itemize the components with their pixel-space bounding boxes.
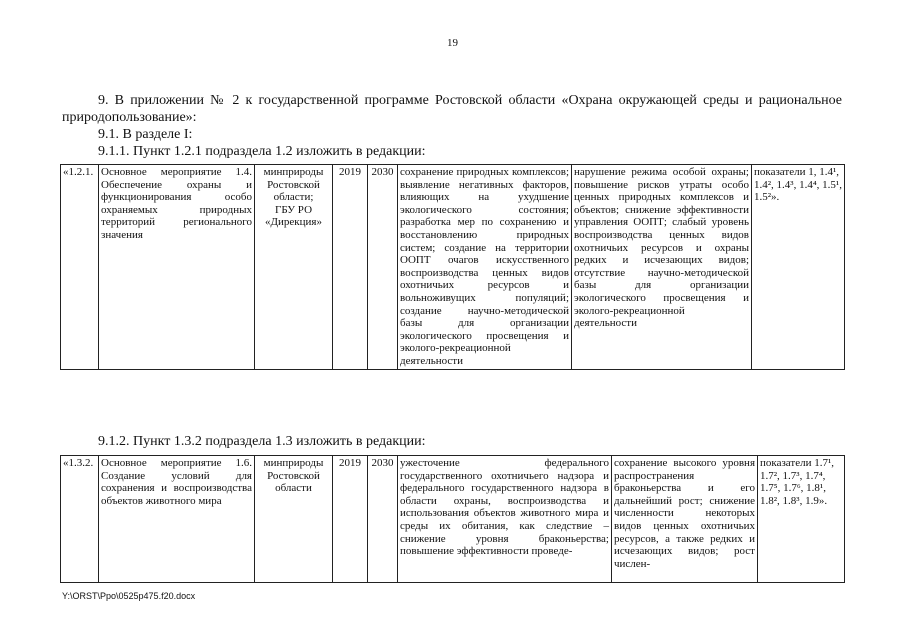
executor-line: минприроды: [263, 166, 324, 178]
executor: [255, 456, 333, 583]
non-implementation-consequences: сохранение высокого уровня распространения браконьерства и его дальнейший рост; снижение численности некоторых видов ценных охотничьих ресурсов, а также редких и исчезающих видов; рост числен-: [612, 456, 758, 583]
end-year: 2030: [368, 456, 398, 583]
related-indicators: показатели 1.7¹, 1.7², 1.7³, 1.7⁴, 1.7⁵, 1.7⁶, 1.8¹, 1.8², 1.8³, 1.9».: [758, 456, 845, 583]
expected-results: сохранение природных комплексов; выявление негативных факторов, влияющих на ухудшение экологического состояния; разработка мер по сохранению и восстановлению природных систем; создание на территории ООПТ очагов искусственного воспроизводства ценных видов охотничьих ресурсов и вольноживущих популяций; создание научно-методической базы для организации экологического просвещения и эколого-рекреационной деятельности: [398, 165, 572, 370]
end-year: 2030: [368, 165, 398, 370]
item-number: «1.2.1.: [61, 165, 99, 370]
table-row: [61, 165, 845, 370]
non-implementation-consequences: нарушение режима особой охраны; повышение рисков утраты особо ценных природных комплексов и объектов; снижение эффективности управления ООПТ; слабый уровень воспроизводства ценных видов охотничьих ресурсов и охраны редких и исчезающих видов; отсутствие научно-методической базы для организации экологического просвещения и эколого-рекреационной деятельности: [572, 165, 752, 370]
related-indicators: показатели 1, 1.4¹, 1.4², 1.4³, 1.4⁴, 1.5¹, 1.5²».: [752, 165, 845, 370]
executor-line: области: [275, 482, 312, 495]
measure-name: Основное мероприятие 1.6. Создание условий для сохранения и воспроизводства объектов животного мира: [99, 456, 255, 583]
paragraph-9: 9. В приложении № 2 к государственной программе Ростовской области «Охрана окружающей среды и рациональное природопользование»:: [62, 93, 842, 125]
expected-results: ужесточение федерального государственного охотничьего надзора и федерального государственного надзора в области охраны, воспроизводства и использования объектов животного мира и среды их обитания, как следствие – снижение уровня браконьерства; повышение эффективности проведе-: [398, 456, 612, 583]
file-path-footer: Y:\ORST\Ppo\0525p475.f20.docx: [62, 591, 196, 601]
executor-line: «Дирекция»: [265, 216, 322, 229]
measure-name: Основное мероприятие 1.4. Обеспечение охраны и функционирования особо охраняемых природных территорий регионального значения: [99, 165, 255, 370]
table-item-1-2-1: [60, 164, 845, 370]
executor-line: минприроды: [263, 457, 324, 469]
executor: [255, 165, 333, 370]
start-year: 2019: [333, 456, 368, 583]
executor-line: ГБУ РО: [274, 203, 313, 216]
executor-line: области;: [273, 191, 314, 204]
executor-line: Ростовской: [267, 469, 320, 482]
paragraph-9-1: 9.1. В разделе I:: [98, 127, 193, 142]
executor-line: Ростовской: [267, 178, 320, 191]
paragraph-9-1-2: 9.1.2. Пункт 1.3.2 подраздела 1.3 изложить в редакции:: [98, 434, 426, 449]
table-item-1-3-2: [60, 455, 845, 583]
page-number: 19: [447, 37, 458, 49]
item-number: «1.3.2.: [61, 456, 99, 583]
start-year: 2019: [333, 165, 368, 370]
table-row: [61, 456, 845, 583]
paragraph-9-1-1: 9.1.1. Пункт 1.2.1 подраздела 1.2 изложить в редакции:: [98, 144, 426, 159]
